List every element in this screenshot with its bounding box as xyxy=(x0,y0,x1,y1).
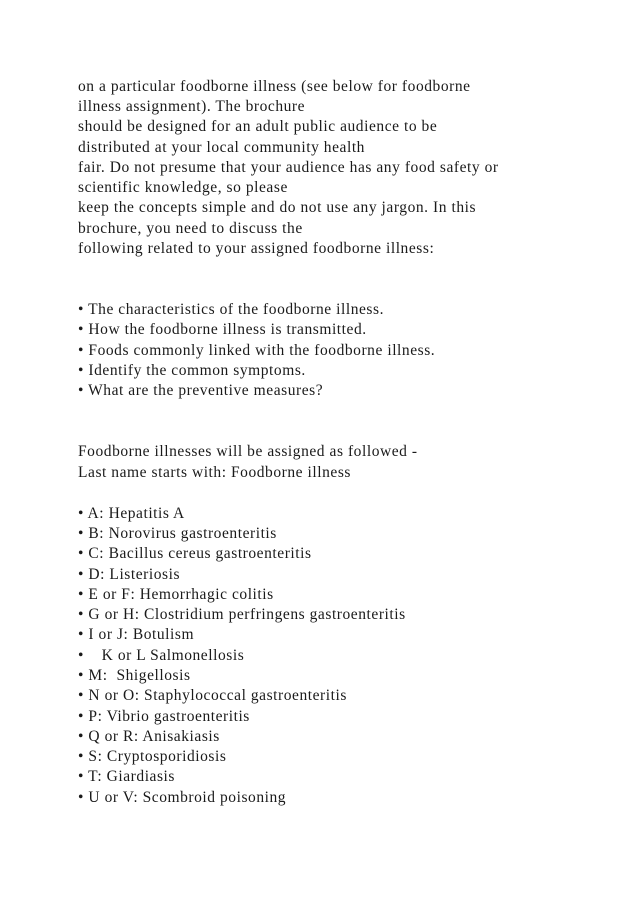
assignment-item-2: • B: Norovirus gastroenteritis xyxy=(78,525,277,542)
assignment-item-10: • N or O: Staphylococcal gastroenteritis xyxy=(78,687,347,704)
intro-line-6: scientific knowledge, so please xyxy=(78,179,288,196)
topic-item-5: • What are the preventive measures? xyxy=(78,382,324,399)
intro-line-3: should be designed for an adult public audience to be xyxy=(78,118,438,135)
assignment-item-13: • S: Cryptosporidiosis xyxy=(78,748,227,765)
intro-line-1: on a particular foodborne illness (see below for foodborne xyxy=(78,78,471,95)
assignment-item-4: • D: Listeriosis xyxy=(78,566,181,583)
assignment-item-7: • I or J: Botulism xyxy=(78,626,195,643)
assignment-heading: Foodborne illnesses will be assigned as followed - xyxy=(78,443,418,460)
assignment-item-5: • E or F: Hemorrhagic colitis xyxy=(78,586,274,603)
intro-line-7: keep the concepts simple and do not use any jargon. In this xyxy=(78,199,477,216)
topic-item-1: • The characteristics of the foodborne illness. xyxy=(78,301,385,318)
topic-item-2: • How the foodborne illness is transmitted. xyxy=(78,321,367,338)
assignment-item-12: • Q or R: Anisakiasis xyxy=(78,728,220,745)
assignment-item-11: • P: Vibrio gastroenteritis xyxy=(78,708,250,725)
topic-item-4: • Identify the common symptoms. xyxy=(78,362,306,379)
intro-line-4: distributed at your local community health xyxy=(78,139,365,156)
assignment-item-3: • C: Bacillus cereus gastroenteritis xyxy=(78,545,312,562)
intro-line-5: fair. Do not presume that your audience has any food safety or xyxy=(78,159,499,176)
assignment-subheading: Last name starts with: Foodborne illness xyxy=(78,464,351,481)
assignment-item-1: • A: Hepatitis A xyxy=(78,505,185,522)
intro-line-2: illness assignment). The brochure xyxy=(78,98,306,115)
assignment-item-9: • M: Shigellosis xyxy=(78,667,191,684)
assignment-item-14: • T: Giardiasis xyxy=(78,768,175,785)
assignment-item-15: • U or V: Scombroid poisoning xyxy=(78,789,287,806)
assignment-item-6: • G or H: Clostridium perfringens gastroenteritis xyxy=(78,606,406,623)
intro-line-9: following related to your assigned foodborne illness: xyxy=(78,240,435,257)
assignment-item-8: • K or L Salmonellosis xyxy=(78,647,245,664)
topic-item-3: • Foods commonly linked with the foodborne illness. xyxy=(78,342,436,359)
intro-line-8: brochure, you need to discuss the xyxy=(78,220,303,237)
